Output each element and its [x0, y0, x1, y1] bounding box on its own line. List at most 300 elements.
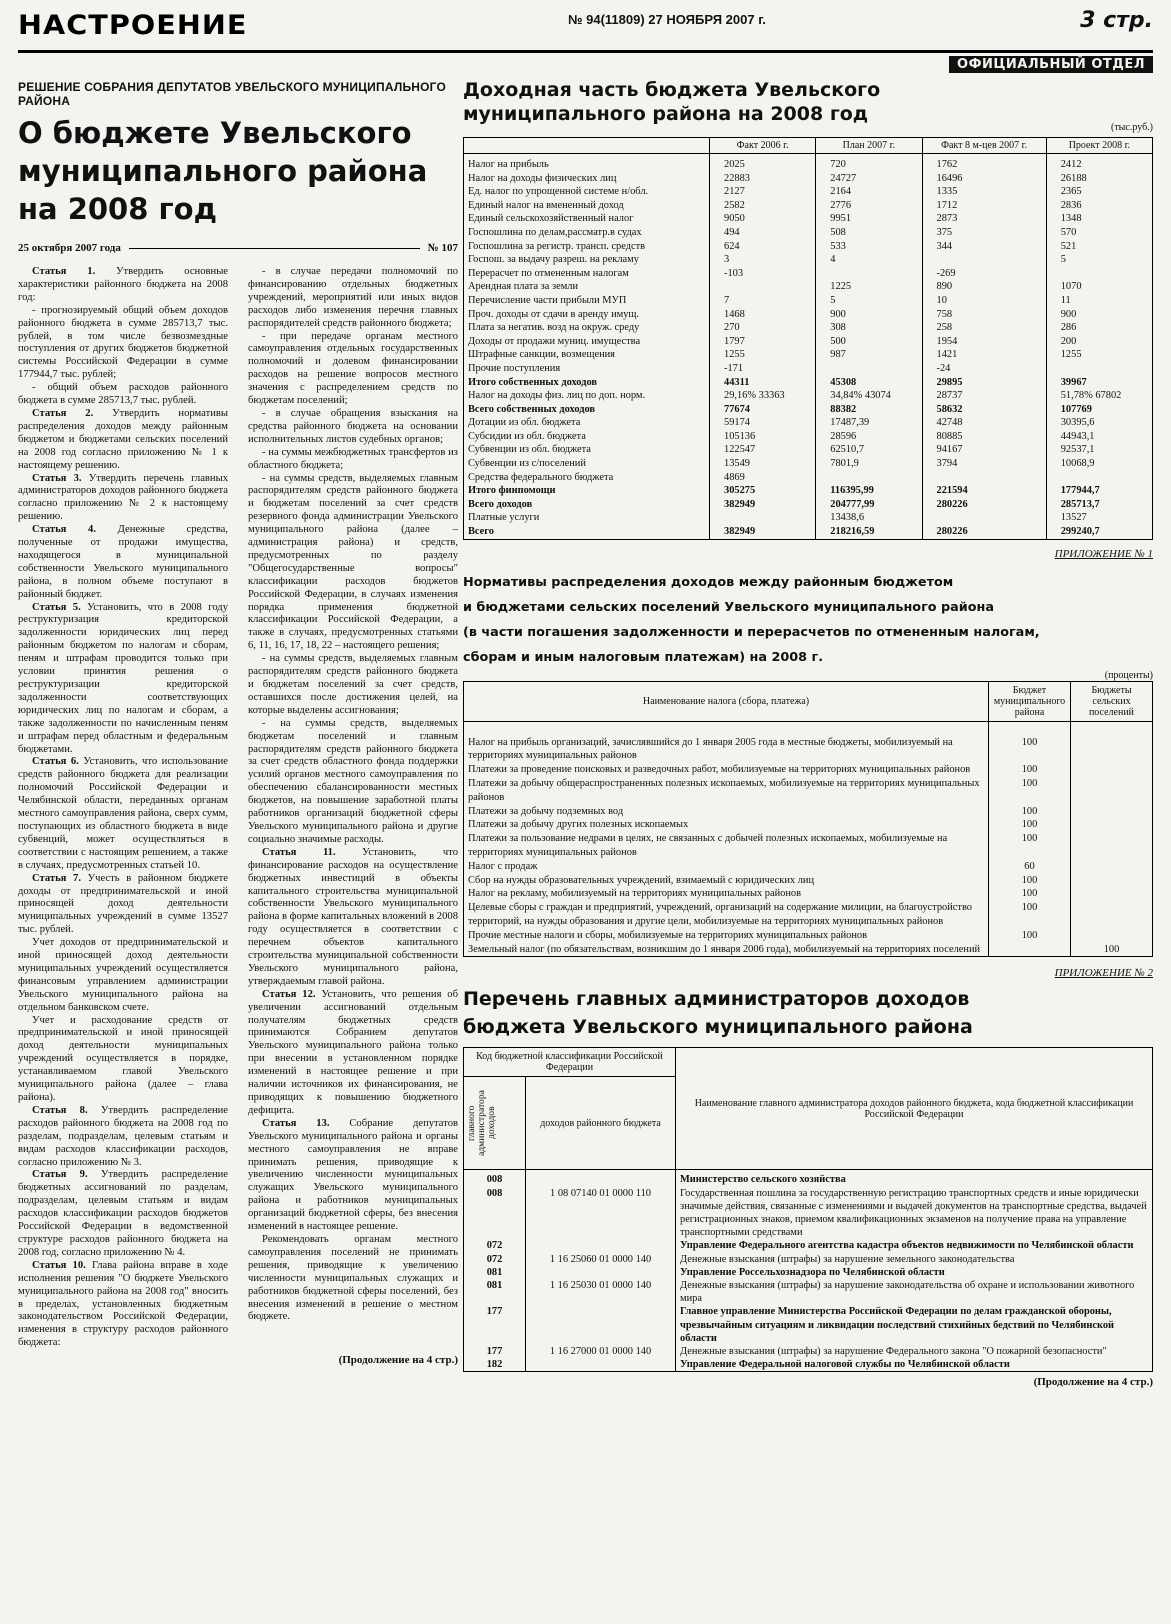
revenue-value: 45308	[816, 376, 922, 390]
tax-share: 100	[989, 874, 1071, 888]
revenue-value: 3	[710, 253, 816, 267]
revenue-item: Прочие поступления	[464, 362, 710, 376]
table-row	[464, 832, 1153, 860]
revenue-value: 1797	[710, 335, 816, 349]
revenue-value: 900	[1046, 308, 1152, 322]
revenue-value: 10068,9	[1046, 457, 1152, 471]
tax-share: 100	[989, 929, 1071, 943]
decision-number: № 107	[427, 242, 458, 254]
tax-name: Сбор на нужды образовательных учреждений, взимаемый с юридических лиц	[464, 874, 989, 888]
table-row	[464, 805, 1153, 819]
tax-share	[1071, 887, 1153, 901]
admin-code: 008	[464, 1187, 526, 1240]
revenue-value: 77674	[710, 403, 816, 417]
revenue-value: 11	[1046, 294, 1152, 308]
revenue-value: -171	[710, 362, 816, 376]
article-paragraph: Статья 13. Собрание депутатов Увельского муниципального района и органы местного самоуправления не вправе принимать решения, приводящие к увеличению численности муниципальных служащих Увельского муниципального района и работников муниципальных организаций бюджетной сферы, без внесения изменений в настоящее решение.	[248, 1117, 459, 1233]
article-paragraph: Учет и расходование средств от предпринимательской и иной приносящей доход деятельности муниципальных учреждений осуществляется в порядке, устанавливаемом главой Увельского муниципального района (далее – глава района).	[18, 1014, 228, 1103]
table-row	[464, 212, 1153, 226]
revenue-value: 344	[922, 240, 1046, 254]
revenue-value: 1070	[1046, 280, 1152, 294]
article-paragraph: - в случае передачи полномочий по финансированию отдельных бюджетных учреждений, мероприятий или иных видов расходов либо изменения перечня главных распорядителей средств районного бюджета;	[248, 266, 458, 329]
admin-code: 177	[464, 1305, 526, 1345]
tax-name: Прочие местные налоги и сборы, мобилизуемые на территориях муниципальных районов	[464, 929, 989, 943]
table-row	[464, 280, 1153, 294]
table-row	[464, 267, 1153, 281]
article-paragraph: Статья 2. Утвердить нормативы распределения доходов между районным бюджетом и бюджетами сельских поселений на 2008 год согласно приложению № 1 к настоящему решению.	[18, 407, 229, 471]
tax-share	[1071, 777, 1153, 805]
continued-note-2: (Продолжение на 4 стр.)	[1033, 1376, 1153, 1389]
revenue-item: Госпошлина по делам,рассматр.в судах	[464, 226, 710, 240]
revenue-item: Плата за негатив. возд на окруж. среду	[464, 321, 710, 335]
revenue-value: 16496	[922, 172, 1046, 186]
table-row	[464, 1187, 1153, 1240]
tax-share	[989, 943, 1071, 957]
revenue-value: 382949	[710, 525, 816, 539]
admin-code: 008	[464, 1170, 526, 1187]
revenue-value: 299240,7	[1046, 525, 1152, 539]
tax-name: Платежи за добычу общераспространенных полезных ископаемых, мобилизуемые на территориях муниципальных районов	[464, 777, 989, 805]
section-title: НАСТРОЕНИЕ	[18, 10, 248, 41]
revenue-value: 1954	[922, 335, 1046, 349]
revenue-value: 1421	[922, 348, 1046, 362]
revenue-item: Всего	[464, 525, 710, 539]
revenue-value: -269	[922, 267, 1046, 281]
table-header-row: Факт 2006 г. План 2007 г. Факт 8 м-цев 2007 г. Проект 2008 г.	[464, 138, 1153, 154]
article-paragraph: Статья 11. Установить, что финансирование расходов на осуществление бюджетных инвестиций в объекты капитального строительства муниципальной собственности Увельского муниципального района в форме капитальных вложений в 2008 году осуществляется в соответствии с перечнем объектов капитального строительства муниципальной собственности Увельского муниципального района, утверждаемым главой района.	[248, 846, 458, 987]
decision-article	[18, 80, 458, 1366]
table-row	[464, 240, 1153, 254]
article-column-2	[248, 266, 458, 1350]
revenue-value: 44311	[710, 376, 816, 390]
table-row	[464, 154, 1153, 172]
table-row	[464, 376, 1153, 390]
table-row	[464, 389, 1153, 403]
article-paragraph: - на суммы межбюджетных трансфертов из областного бюджета;	[248, 446, 458, 471]
table-row	[464, 721, 1153, 763]
table-row	[464, 525, 1153, 539]
revenue-value: 39967	[1046, 376, 1152, 390]
income-code	[526, 1239, 676, 1252]
table-row	[464, 1358, 1153, 1372]
article-paragraph: - на суммы средств, выделяемых главным распорядителям средств районного бюджета и бюджетам поселений за счет средств, оставшихся после достижения целей, на которые выделены ассигнования;	[248, 653, 458, 716]
tax-name: Платежи за проведение поисковых и разведочных работ, мобилизуемые на территориях муниципальных районов	[464, 763, 989, 777]
revenue-value: 987	[816, 348, 922, 362]
revenue-value: 177944,7	[1046, 484, 1152, 498]
admin-name: Денежные взыскания (штрафы) за нарушение законодательства об охране и использовании животного мира	[676, 1279, 1153, 1305]
revenue-value: 508	[816, 226, 922, 240]
revenue-value: 2836	[1046, 199, 1152, 213]
table-row	[464, 185, 1153, 199]
revenue-value: 17487,39	[816, 416, 922, 430]
revenue-value: 42748	[922, 416, 1046, 430]
tax-name: Налог с продаж	[464, 860, 989, 874]
table-row	[464, 943, 1153, 957]
revenue-value: 2582	[710, 199, 816, 213]
revenue-value: 4	[816, 253, 922, 267]
table-row	[464, 763, 1153, 777]
article-paragraph: Статья 8. Утвердить распределение расходов районного бюджета на 2008 год по разделам, подразделам, целевым статьям и видам расходов классификации расходов, согласно приложению № 3.	[18, 1104, 228, 1168]
article-kicker: РЕШЕНИЕ СОБРАНИЯ ДЕПУТАТОВ УВЕЛЬСКОГО МУНИЦИПАЛЬНОГО РАЙОНА	[18, 80, 447, 108]
admins-title: Перечень главных администраторов доходов бюджета Увельского муниципального района	[463, 988, 973, 1039]
tax-name: Платежи за добычу подземных вод	[464, 805, 989, 819]
table-row	[464, 457, 1153, 471]
revenue-value: 285713,7	[1046, 498, 1152, 512]
revenue-item: Субвенции из обл. бюджета	[464, 443, 710, 457]
revenue-value: 533	[816, 240, 922, 254]
table-row	[464, 1239, 1153, 1252]
tax-share	[1071, 805, 1153, 819]
revenue-item: Средства федерального бюджета	[464, 471, 710, 485]
revenue-value: 2127	[710, 185, 816, 199]
revenue-value: 26188	[1046, 172, 1152, 186]
revenue-item: Налог на доходы физ. лиц по доп. норм.	[464, 389, 710, 403]
tax-share	[1071, 763, 1153, 777]
table-row	[464, 901, 1153, 929]
table-row	[464, 1253, 1153, 1266]
revenue-value: 2025	[710, 154, 816, 172]
tax-share: 100	[989, 777, 1071, 805]
tax-share: 60	[989, 860, 1071, 874]
revenue-value	[816, 267, 922, 281]
income-code: 1 16 27000 01 0000 140	[526, 1345, 676, 1358]
revenue-value	[816, 471, 922, 485]
table-row	[464, 294, 1153, 308]
admin-name: Государственная пошлина за государственную регистрацию транспортных средств и иные юридически значимые действия, связанные с изменениями и выдачей документов на транспортные средства, выдачей регистрационных знаков, приемом квалификационных экзаменов на получение права на управление транспортными средствами	[676, 1187, 1153, 1240]
income-code: 1 08 07140 01 0000 110	[526, 1187, 676, 1240]
revenue-value	[1046, 362, 1152, 376]
revenue-value: 900	[816, 308, 922, 322]
budget-tables	[463, 78, 1153, 1388]
revenue-value: 5	[816, 294, 922, 308]
revenue-item: Платные услуги	[464, 511, 710, 525]
tax-share	[1071, 832, 1153, 860]
issue-line: № 94(11809) 27 НОЯБРЯ 2007 г.	[568, 12, 766, 27]
admin-name: Главное управление Министерства Российской Федерации по делам гражданской обороны, чрезвычайным ситуациям и ликвидации последствий стихийных бедствий по Челябинской области	[676, 1305, 1153, 1345]
revenue-value	[922, 471, 1046, 485]
revenue-value: 28737	[922, 389, 1046, 403]
tax-share: 100	[989, 818, 1071, 832]
revenue-value: 375	[922, 226, 1046, 240]
table-row	[464, 471, 1153, 485]
revenue-value: 88382	[816, 403, 922, 417]
table-row	[464, 430, 1153, 444]
revenue-item: Итого финпомощи	[464, 484, 710, 498]
revenue-value: 218216,59	[816, 525, 922, 539]
revenue-value: 200	[1046, 335, 1152, 349]
table-row	[464, 484, 1153, 498]
masthead-rule	[18, 50, 1153, 53]
revenue-value: 13549	[710, 457, 816, 471]
revenue-value: 286	[1046, 321, 1152, 335]
revenue-value	[922, 253, 1046, 267]
table-row	[464, 511, 1153, 525]
article-paragraph: Статья 9. Утвердить распределение бюджетных ассигнований по разделам, подразделам, целевым статьям и видам расходов классификации расходов бюджетов Российской Федерации в ведомственной структуре расходов районного бюджета на 2008 год, согласно приложению № 4.	[18, 1169, 228, 1258]
table-row	[464, 321, 1153, 335]
revenue-item: Налог на прибыль	[464, 154, 710, 172]
article-paragraph: Статья 12. Установить, что решения об увеличении ассигнований отдельным получателям бюджетных средств принимаются Собранием депутатов Увельского муниципального района только при внесении в установленном порядке изменений в настоящее решение и при наличии источников их финансирования, не приводящих к повышению бюджетного дефицита.	[248, 988, 458, 1116]
income-code: 1 16 25060 01 0000 140	[526, 1253, 676, 1266]
revenue-value: 9951	[816, 212, 922, 226]
revenue-value: 122547	[710, 443, 816, 457]
revenue-value: 305275	[710, 484, 816, 498]
table-row	[464, 362, 1153, 376]
department-label: ОФИЦИАЛЬНЫЙ ОТДЕЛ	[949, 56, 1153, 73]
tax-name: Налог на рекламу, мобилизуемый на территориях муниципальных районов	[464, 887, 989, 901]
revenue-value: 382949	[710, 498, 816, 512]
table-row	[464, 874, 1153, 888]
table-row	[464, 348, 1153, 362]
revenue-value: 1255	[710, 348, 816, 362]
revenue-value	[1046, 471, 1152, 485]
revenue-value: 29895	[922, 376, 1046, 390]
table-row	[464, 1279, 1153, 1305]
article-column-1	[18, 266, 228, 1350]
table-row	[464, 860, 1153, 874]
admin-code: 081	[464, 1266, 526, 1279]
article-paragraph: - на суммы средств, выделяемых бюджетам поселений и главным распорядителям средств районного бюджета за счет средств областного фонда поддержки усилий органов местного самоуправления по обеспечению сбалансированности местных бюджетов, на повышение заработной платы работников организаций бюджетной сферы Увельского муниципального района и другие социально значимые расходы.	[248, 717, 458, 845]
table-row	[464, 1305, 1153, 1345]
revenue-value: 80885	[922, 430, 1046, 444]
income-code	[526, 1358, 676, 1372]
tax-share	[1071, 721, 1153, 763]
revenue-item: Единый сельскохозяйственный налог	[464, 212, 710, 226]
revenue-value: 13527	[1046, 511, 1152, 525]
dateline	[18, 242, 458, 254]
revenue-value: 204777,99	[816, 498, 922, 512]
revenue-value: 62510,7	[816, 443, 922, 457]
revenue-value	[710, 280, 816, 294]
table-row	[464, 777, 1153, 805]
admin-name: Денежные взыскания (штрафы) за нарушение Федерального закона "О пожарной безопасности"	[676, 1345, 1153, 1358]
revenue-value: 92537,1	[1046, 443, 1152, 457]
table-row	[464, 1266, 1153, 1279]
table-row	[464, 226, 1153, 240]
revenue-unit: (тыс.руб.)	[1110, 122, 1153, 133]
revenue-item: Единый налог на вмененный доход	[464, 199, 710, 213]
revenue-item: Дотации из обл. бюджета	[464, 416, 710, 430]
revenue-item: Перечисление части прибыли МУП	[464, 294, 710, 308]
revenue-value: 2873	[922, 212, 1046, 226]
revenue-value: 1468	[710, 308, 816, 322]
revenue-item: Штрафные санкции, возмещения	[464, 348, 710, 362]
revenue-value: 890	[922, 280, 1046, 294]
article-paragraph: Статья 3. Утвердить перечень главных администраторов доходов районного бюджета согласно приложению № 2 к настоящему решению.	[18, 472, 229, 523]
revenue-value: 570	[1046, 226, 1152, 240]
revenue-item: Арендная плата за земли	[464, 280, 710, 294]
revenue-item: Всего доходов	[464, 498, 710, 512]
tax-share	[1071, 901, 1153, 929]
article-paragraph: - при передаче органам местного самоуправления отдельных государственных полномочий и долевом финансировании расходов на решение вопросов местного значения с распределением средств по бюджетам поселений;	[248, 330, 458, 407]
article-paragraph: Рекомендовать органам местного самоуправления поселений не принимать решения, приводящие к увеличению численности муниципальных служащих и работников бюджетной сферы поселений, без внесения изменений в решение о местном бюджете.	[248, 1233, 458, 1323]
admin-name: Управление Россельхознадзора по Челябинской области	[676, 1266, 1153, 1279]
revenue-item: Субсидии из обл. бюджета	[464, 430, 710, 444]
article-paragraph: Статья 6. Установить, что использование средств районного бюджета для реализации полномочий Российской Федерации и Челябинской области, переданных органам местного самоуправления района, сверх сумм, поступающих из областного бюджета в виде субвенций, может осуществляться в соответствии с настоящим решением, а также в случаях, предусмотренных статьей 10.	[18, 756, 229, 871]
tax-share: 100	[1071, 943, 1153, 957]
tax-share	[1071, 860, 1153, 874]
revenue-value: 105136	[710, 430, 816, 444]
revenue-value	[1046, 267, 1152, 281]
continued-note: (Продолжение на 4 стр.)	[338, 1354, 458, 1367]
article-paragraph: Статья 1. Утвердить основные характеристики районного бюджета на 2008 год:	[18, 266, 229, 303]
revenue-value: 9050	[710, 212, 816, 226]
revenue-value: 30395,6	[1046, 416, 1152, 430]
revenue-table	[463, 137, 1153, 540]
article-paragraph: Статья 5. Установить, что в 2008 году реструктуризация кредиторской задолженности юридических лиц перед районным бюджетом по налогам и сборам, пеням и штрафам проводится только при условии принятия решения о реструктуризации кредиторской задолженности соответствующих юридических лиц по налогам и сборам, а также задолженности по начисленным пеням и штрафам перед областным и федеральным бюджетами.	[18, 601, 228, 755]
revenue-value: 1762	[922, 154, 1046, 172]
revenue-value: 7801,9	[816, 457, 922, 471]
income-code	[526, 1170, 676, 1187]
income-code: 1 16 25030 01 0000 140	[526, 1279, 676, 1305]
revenue-value: 59174	[710, 416, 816, 430]
article-paragraph: - прогнозируемый общий объем доходов районного бюджета в сумме 285713,7 тыс. рублей, в том числе безвозмездные поступления от других бюджетов бюджетной системы Российской Федерации в сумме 177944,7 тыс. рублей;	[18, 304, 228, 381]
revenue-value: 58632	[922, 403, 1046, 417]
masthead	[18, 6, 1153, 46]
revenue-value: 28596	[816, 430, 922, 444]
revenue-value: 2412	[1046, 154, 1152, 172]
admin-name: Управление Федерального агентства кадастра объектов недвижимости по Челябинской области	[676, 1239, 1153, 1252]
revenue-item: Госпош. за выдачу разреш. на рекламу	[464, 253, 710, 267]
revenue-item: Доходы от продажи муниц. имущества	[464, 335, 710, 349]
revenue-value: 10	[922, 294, 1046, 308]
admin-code: 081	[464, 1279, 526, 1305]
table-row	[464, 887, 1153, 901]
table-header-row: Наименование налога (сбора, платежа) Бюджет муниципального района Бюджеты сельских поселений	[464, 681, 1153, 721]
revenue-value: 3794	[922, 457, 1046, 471]
appendix-2-label: ПРИЛОЖЕНИЕ № 2	[1054, 967, 1153, 980]
table-row	[464, 929, 1153, 943]
tax-name: Налог на прибыль организаций, зачислявшийся до 1 января 2005 года в местные бюджеты, мобилизуемый на территориях муниципальных районов	[464, 721, 989, 763]
table-row	[464, 498, 1153, 512]
tax-share	[1071, 818, 1153, 832]
revenue-value: 24727	[816, 172, 922, 186]
revenue-value: -24	[922, 362, 1046, 376]
revenue-item: Ед. налог по упрощенной системе н/обл.	[464, 185, 710, 199]
revenue-value: 500	[816, 335, 922, 349]
revenue-item: Налог на доходы физических лиц	[464, 172, 710, 186]
tax-share	[1071, 874, 1153, 888]
revenue-value: 29,16% 33363	[710, 389, 816, 403]
revenue-value	[816, 362, 922, 376]
tax-share: 100	[989, 887, 1071, 901]
revenue-item: Госпошлина за регистр. трансп. средств	[464, 240, 710, 254]
revenue-value: 116395,99	[816, 484, 922, 498]
table-row	[464, 253, 1153, 267]
table-row	[464, 335, 1153, 349]
norms-table	[463, 681, 1153, 958]
revenue-value: 280226	[922, 498, 1046, 512]
revenue-value: 51,78% 67802	[1046, 389, 1152, 403]
revenue-value: 44943,1	[1046, 430, 1152, 444]
revenue-value: 280226	[922, 525, 1046, 539]
revenue-value	[922, 511, 1046, 525]
revenue-item: Перерасчет по отмененным налогам	[464, 267, 710, 281]
article-paragraph: - общий объем расходов районного бюджета в сумме 285713,7 тыс. рублей.	[18, 382, 228, 407]
revenue-value: 22883	[710, 172, 816, 186]
admin-code: 182	[464, 1358, 526, 1372]
table-row	[464, 1345, 1153, 1358]
revenue-value: 107769	[1046, 403, 1152, 417]
revenue-value: 1255	[1046, 348, 1152, 362]
article-paragraph: Статья 4. Денежные средства, полученные от продажи имущества, находящегося в муниципальной собственности Увельского муниципального района, в полном объеме поступают в районный бюджет.	[18, 524, 229, 600]
admin-name: Управление Федеральной налоговой службы по Челябинской области	[676, 1358, 1153, 1372]
income-code	[526, 1305, 676, 1345]
revenue-value: 758	[922, 308, 1046, 322]
admin-code: 072	[464, 1253, 526, 1266]
tax-share: 100	[989, 763, 1071, 777]
page-number: 3 стр.	[1080, 8, 1153, 33]
revenue-value: 7	[710, 294, 816, 308]
article-body	[18, 266, 458, 1350]
revenue-item: Субвенции из с/поселений	[464, 457, 710, 471]
table-row	[464, 416, 1153, 430]
table-row	[464, 443, 1153, 457]
revenue-value: 94167	[922, 443, 1046, 457]
revenue-item: Всего собственных доходов	[464, 403, 710, 417]
admin-name: Министерство сельского хозяйства	[676, 1170, 1153, 1187]
revenue-item: Итого собственных доходов	[464, 376, 710, 390]
tax-share	[1071, 929, 1153, 943]
revenue-value: 2776	[816, 199, 922, 213]
tax-name: Платежи за добычу других полезных ископаемых	[464, 818, 989, 832]
revenue-value: 624	[710, 240, 816, 254]
income-code	[526, 1266, 676, 1279]
revenue-value: 1225	[816, 280, 922, 294]
revenue-value: 258	[922, 321, 1046, 335]
norms-unit: (проценты)	[1104, 669, 1153, 681]
revenue-value: 2164	[816, 185, 922, 199]
revenue-value: 2365	[1046, 185, 1152, 199]
admins-table: Код бюджетной классификации Российской Федерации Наименование главного администратора доходов районного бюджета, кода бюджетной классификации Российской Федерации главного администратора доходов доходов районного бюджета 008 Министерство сельского хозяйства 008 1 08 07140 01 0000 110 Государственная пошлина за государственную регистрацию транспортных средств и иные юридически значимые действия, связанные с изменениями и выдачей документов на транспортные средства, выдачей регистрационных знаков, приемом квалификационных экзаменов на получение права на управление транспортными средствами 072 Управление Федерального агентства кадастра объектов недвижимости по Челябинской области 072 1 16 25060 01 0000 140 Денежные взыскания (штрафы) за нарушение земельного законодательства 081 Управление Россельхознадзора по Челябинской области 081 1 16 25030 01 0000 140 Денежные взыскания (штрафы) за нарушение законодательства об охране и использовании животного мира 177 Главное управление Министерства Российской Федерации по делам гражданской обороны, чрезвычайным ситуациям и ликвидации последствий стихийных бедствий по Челябинской области 177 1 16 27000 01 0000 140 Денежные взыскания (штрафы) за нарушение Федерального закона "О пожарной безопасности" 182 Управление Федеральной налоговой службы по Челябинской области	[463, 1047, 1153, 1372]
article-paragraph: - в случае обращения взыскания на средства районного бюджета на основании исполнительных листов судебных органов;	[248, 407, 458, 445]
article-paragraph: Статья 7. Учесть в районном бюджете доходы от предпринимательской и иной приносящей доход деятельности муниципальных учреждений в сумме 13527 тыс. рублей.	[18, 872, 228, 936]
revenue-value: -103	[710, 267, 816, 281]
revenue-title: Доходная часть бюджета Увельского муниципального района на 2008 год	[463, 79, 881, 125]
article-paragraph: Статья 10. Глава района вправе в ходе исполнения решения "О бюджете Увельского муниципального района на 2008 год" вносить в пределах, установленных бюджетным законодательством Российской Федерации, изменения в структуру расходов районного бюджета:	[18, 1259, 229, 1349]
revenue-value: 1348	[1046, 212, 1152, 226]
revenue-value	[710, 511, 816, 525]
tax-name: Земельный налог (по обязательствам, возникшим до 1 января 2006 года), мобилизуемый на территориях поселений	[464, 943, 989, 957]
revenue-value: 4869	[710, 471, 816, 485]
table-row	[464, 403, 1153, 417]
article-paragraph: - на суммы средств, выделяемых главным распорядителям средств районного бюджета и бюджетам поселений за счет средств резервного фонда администрации Увельского муниципального района (далее – администрация района) и средств, предусмотренных по разделу "Общегосударственные вопросы" классификации расходов бюджетов Российской Федерации, в случаях изменения порядка применения бюджетной классификации Российской Федерации, а также в случаях, предусмотренных статьями 6, 11, 16, 17, 18, 22 – настоящего решения;	[248, 472, 458, 652]
revenue-item: Проч. доходы от сдачи в аренду имущ.	[464, 308, 710, 322]
table-row	[464, 818, 1153, 832]
norms-title: Нормативы распределения доходов между районным бюджетом и бюджетами сельских поселений Увельского муниципального района (в части погашения задолженности и перерасчетов по отмененным налогам, сборам и иным налоговым платежам) на 2008 г.	[463, 574, 1040, 665]
appendix-1-label: ПРИЛОЖЕНИЕ № 1	[1054, 547, 1153, 560]
tax-share: 100	[989, 721, 1071, 763]
revenue-value: 308	[816, 321, 922, 335]
revenue-value: 13438,6	[816, 511, 922, 525]
revenue-value: 221594	[922, 484, 1046, 498]
table-row	[464, 1170, 1153, 1187]
tax-share: 100	[989, 805, 1071, 819]
table-row	[464, 172, 1153, 186]
revenue-value: 1712	[922, 199, 1046, 213]
admin-code: 072	[464, 1239, 526, 1252]
tax-share: 100	[989, 901, 1071, 929]
revenue-value: 521	[1046, 240, 1152, 254]
article-paragraph: Учет доходов от предпринимательской и иной приносящей доход деятельности муниципальных учреждений осуществляется финансовым управлением администрации Увельского муниципального района на отдельном банковском счете.	[18, 937, 228, 1013]
revenue-value: 270	[710, 321, 816, 335]
tax-name: Целевые сборы с граждан и предприятий, учреждений, организаций на содержание милиции, на благоустройство территорий, на нужды образования и другие цели, мобилизуемые на территориях муниципальных районов	[464, 901, 989, 929]
admin-name: Денежные взыскания (штрафы) за нарушение земельного законодательства	[676, 1253, 1153, 1266]
revenue-value: 34,84% 43074	[816, 389, 922, 403]
revenue-value: 5	[1046, 253, 1152, 267]
article-title: О бюджете Увельского муниципального района на 2008 год	[18, 116, 428, 226]
table-row	[464, 308, 1153, 322]
revenue-value: 1335	[922, 185, 1046, 199]
